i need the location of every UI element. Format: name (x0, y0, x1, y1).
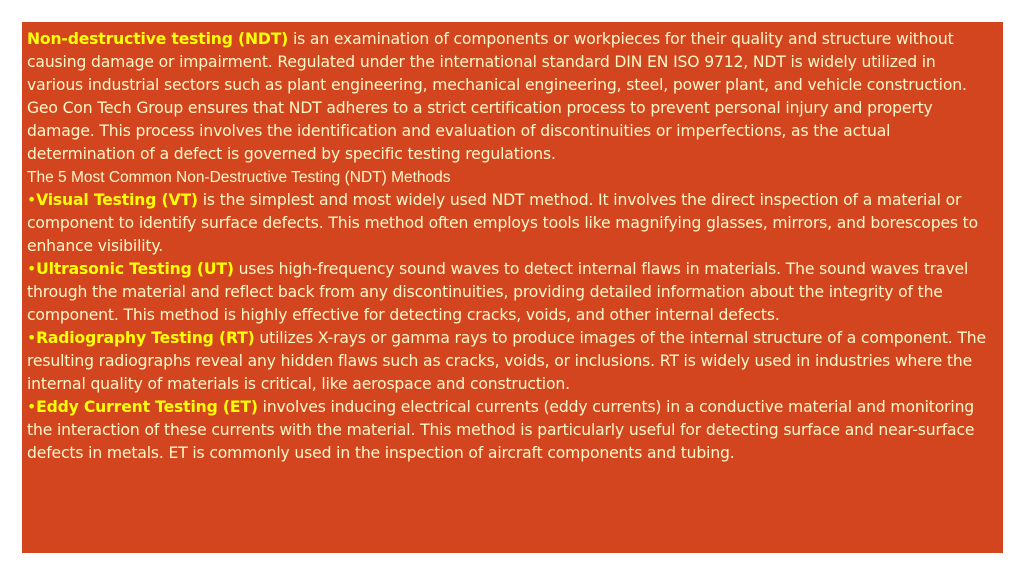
method-item-radiography (27, 327, 995, 396)
method-item-ultrasonic (27, 258, 995, 327)
method-name: Visual Testing (VT) (36, 191, 198, 209)
ndt-term: Non-destructive testing (NDT) (27, 30, 289, 48)
method-name: Ultrasonic Testing (UT) (36, 260, 234, 278)
method-description: is the simplest and most widely used NDT method. It involves the direct inspection of a material or component to identify surface defects. This method often employs tools like magnifying glasses, mirrors, and borescopes to enhance visibility. (27, 191, 979, 255)
methods-heading: The 5 Most Common Non-Destructive Testing (NDT) Methods (27, 169, 451, 186)
bullet-icon: • (27, 398, 37, 416)
bullet-icon: • (27, 260, 37, 278)
bullet-icon: • (27, 191, 37, 209)
method-name: Radiography Testing (RT) (36, 329, 255, 347)
bullet-icon: • (27, 329, 37, 347)
certification-paragraph: Geo Con Tech Group ensures that NDT adheres to a strict certification process to prevent personal injury and property damage. This process involves the identification and evaluation of discontinuities or imperfections, as the actual determination of a defect is governed by specific testing regulations. (27, 99, 933, 163)
method-description: utilizes X-rays or gamma rays to produce images of the internal structure of a component. The resulting radiographs reveal any hidden flaws such as cracks, voids, or inclusions. RT is widely used in industries where the internal quality of materials is critical, like aerospace and construction. (27, 329, 986, 393)
method-name: Eddy Current Testing (ET) (36, 398, 258, 416)
method-item-visual (27, 189, 995, 258)
method-description: uses high-frequency sound waves to detect internal flaws in materials. The sound waves travel through the material and reflect back from any discontinuities, providing detailed information about the integrity of the component. This method is highly effective for detecting cracks, voids, and other internal defects. (27, 260, 969, 324)
intro-paragraph (27, 28, 995, 97)
method-description: involves inducing electrical currents (eddy currents) in a conductive material and monitoring the interaction of these currents with the material. This method is particularly useful for detecting surface and near-surface defects in metals. ET is commonly used in the inspection of aircraft components and tubing. (27, 398, 975, 462)
method-item-eddy-current (27, 396, 995, 465)
intro-text: is an examination of components or workpieces for their quality and structure without causing damage or impairment. Regulated under the international standard DIN EN ISO 9712, NDT is widely utilized in various industrial sectors such as plant engineering, mechanical engineering, steel, power plant, and vehicle construction. (27, 30, 967, 94)
slide-content-panel (22, 22, 1003, 553)
